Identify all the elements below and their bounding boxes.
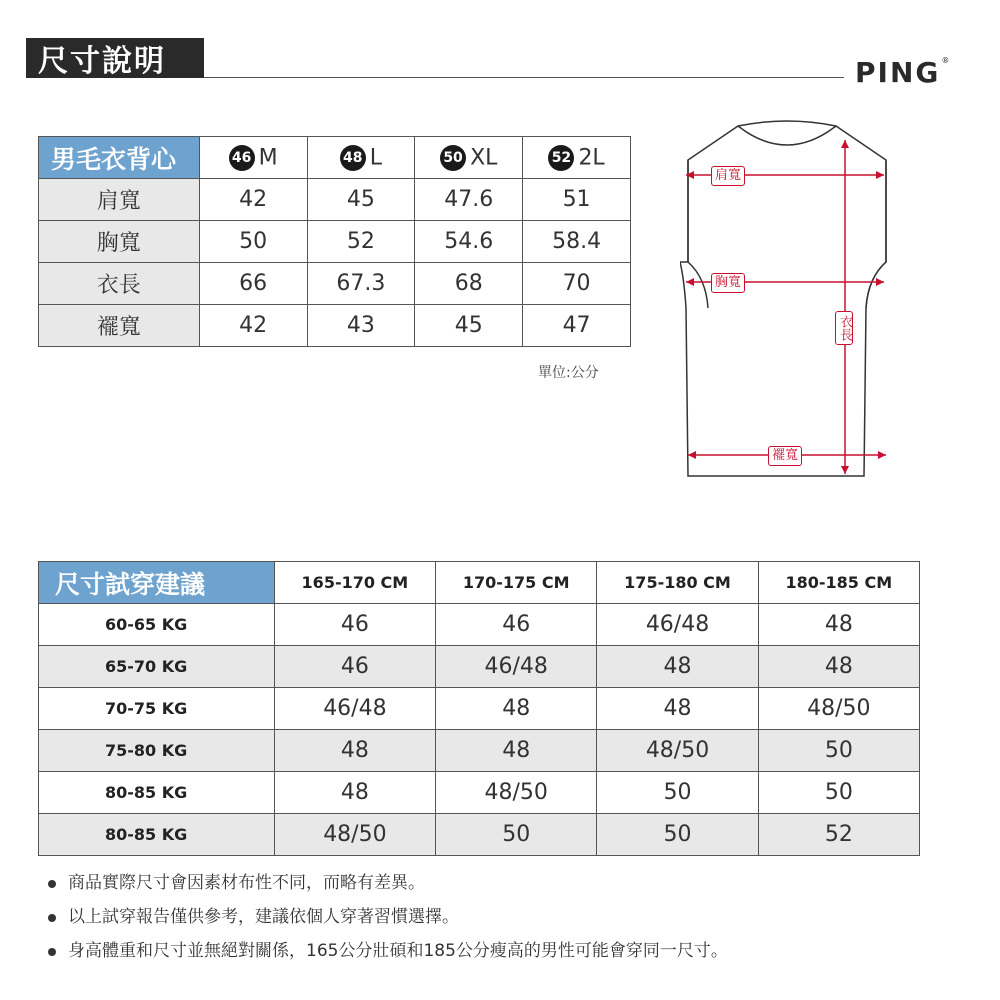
fit-cell: 50 (436, 814, 597, 856)
fit-cell: 46/48 (597, 604, 758, 646)
fit-cell: 46/48 (274, 688, 435, 730)
fit-cell: 48 (436, 730, 597, 772)
size-cell: 67.3 (307, 263, 415, 305)
fit-cell: 50 (758, 730, 919, 772)
size-table-header-row (39, 137, 631, 179)
height-header: 165-170 CM (274, 562, 435, 604)
row-label: 襬寬 (39, 305, 200, 347)
size-table (38, 136, 631, 347)
page-title: 尺寸說明 (26, 38, 204, 78)
weight-label: 80-85 KG (39, 772, 275, 814)
title-divider (204, 77, 844, 78)
fit-cell: 48/50 (758, 688, 919, 730)
size-row-shoulder (39, 179, 631, 221)
row-label: 肩寬 (39, 179, 200, 221)
height-header: 180-185 CM (758, 562, 919, 604)
row-label: 胸寬 (39, 221, 200, 263)
fit-cell: 48/50 (597, 730, 758, 772)
row-label: 衣長 (39, 263, 200, 305)
hem-width-tag: 襬寬 (768, 446, 802, 466)
size-row-length (39, 263, 631, 305)
size-cell: 54.6 (415, 221, 523, 263)
brand-logo (855, 56, 951, 89)
length-tag: 衣長 (835, 311, 853, 345)
size-cell: 66 (199, 263, 307, 305)
size-number-badge: 50 (440, 145, 466, 171)
size-cell: 47.6 (415, 179, 523, 221)
fit-cell: 50 (597, 814, 758, 856)
size-cell: 68 (415, 263, 523, 305)
size-header-46 (199, 137, 307, 179)
brand-name: PING (855, 56, 941, 89)
size-number-badge: 46 (229, 145, 255, 171)
size-label: M (258, 145, 278, 170)
fit-row (39, 688, 920, 730)
size-header-52 (523, 137, 631, 179)
size-cell: 45 (415, 305, 523, 347)
size-cell: 70 (523, 263, 631, 305)
chest-width-tag: 胸寬 (711, 273, 745, 293)
fit-cell: 48 (758, 646, 919, 688)
fit-row (39, 814, 920, 856)
size-cell: 52 (307, 221, 415, 263)
size-row-hem (39, 305, 631, 347)
fit-cell: 46 (274, 604, 435, 646)
fit-cell: 46 (274, 646, 435, 688)
height-header: 170-175 CM (436, 562, 597, 604)
fit-cell: 48 (274, 730, 435, 772)
unit-note: 單位:公分 (538, 365, 599, 381)
registered-mark: ® (941, 56, 952, 65)
fit-row (39, 772, 920, 814)
size-cell: 42 (199, 179, 307, 221)
size-label: 2L (578, 145, 605, 170)
fit-row (39, 646, 920, 688)
size-cell: 42 (199, 305, 307, 347)
weight-label: 60-65 KG (39, 604, 275, 646)
fit-cell: 52 (758, 814, 919, 856)
shoulder-width-tag: 肩寬 (711, 166, 745, 186)
size-row-chest (39, 221, 631, 263)
fit-row (39, 604, 920, 646)
size-cell: 58.4 (523, 221, 631, 263)
size-table-title: 男毛衣背心 (39, 137, 200, 179)
fit-cell: 48 (436, 688, 597, 730)
note-item: 商品實際尺寸會因素材布性不同，而略有差異。 (48, 866, 728, 900)
fit-table-title: 尺寸試穿建議 (39, 562, 275, 604)
height-header: 175-180 CM (597, 562, 758, 604)
size-label: XL (470, 145, 498, 170)
fit-cell: 48/50 (436, 772, 597, 814)
weight-label: 70-75 KG (39, 688, 275, 730)
fit-cell: 46/48 (436, 646, 597, 688)
note-item: 以上試穿報告僅供參考，建議依個人穿著習慣選擇。 (48, 900, 728, 934)
size-cell: 47 (523, 305, 631, 347)
fit-cell: 48 (758, 604, 919, 646)
size-header-50 (415, 137, 523, 179)
vest-diagram (680, 118, 895, 480)
fit-row (39, 730, 920, 772)
size-cell: 50 (199, 221, 307, 263)
fit-cell: 50 (597, 772, 758, 814)
fit-table-header-row (39, 562, 920, 604)
fit-cell: 48/50 (274, 814, 435, 856)
weight-label: 75-80 KG (39, 730, 275, 772)
size-cell: 43 (307, 305, 415, 347)
size-number-badge: 52 (548, 145, 574, 171)
size-number-badge: 48 (340, 145, 366, 171)
fit-table (38, 561, 920, 856)
fit-cell: 46 (436, 604, 597, 646)
weight-label: 80-85 KG (39, 814, 275, 856)
size-cell: 45 (307, 179, 415, 221)
fit-cell: 50 (758, 772, 919, 814)
fit-cell: 48 (274, 772, 435, 814)
weight-label: 65-70 KG (39, 646, 275, 688)
fit-cell: 48 (597, 646, 758, 688)
note-item: 身高體重和尺寸並無絕對關係，165公分壯碩和185公分瘦高的男性可能會穿同一尺寸。 (48, 934, 728, 968)
size-cell: 51 (523, 179, 631, 221)
notes-list (48, 866, 728, 968)
size-label: L (369, 145, 383, 170)
fit-cell: 48 (597, 688, 758, 730)
size-header-48 (307, 137, 415, 179)
